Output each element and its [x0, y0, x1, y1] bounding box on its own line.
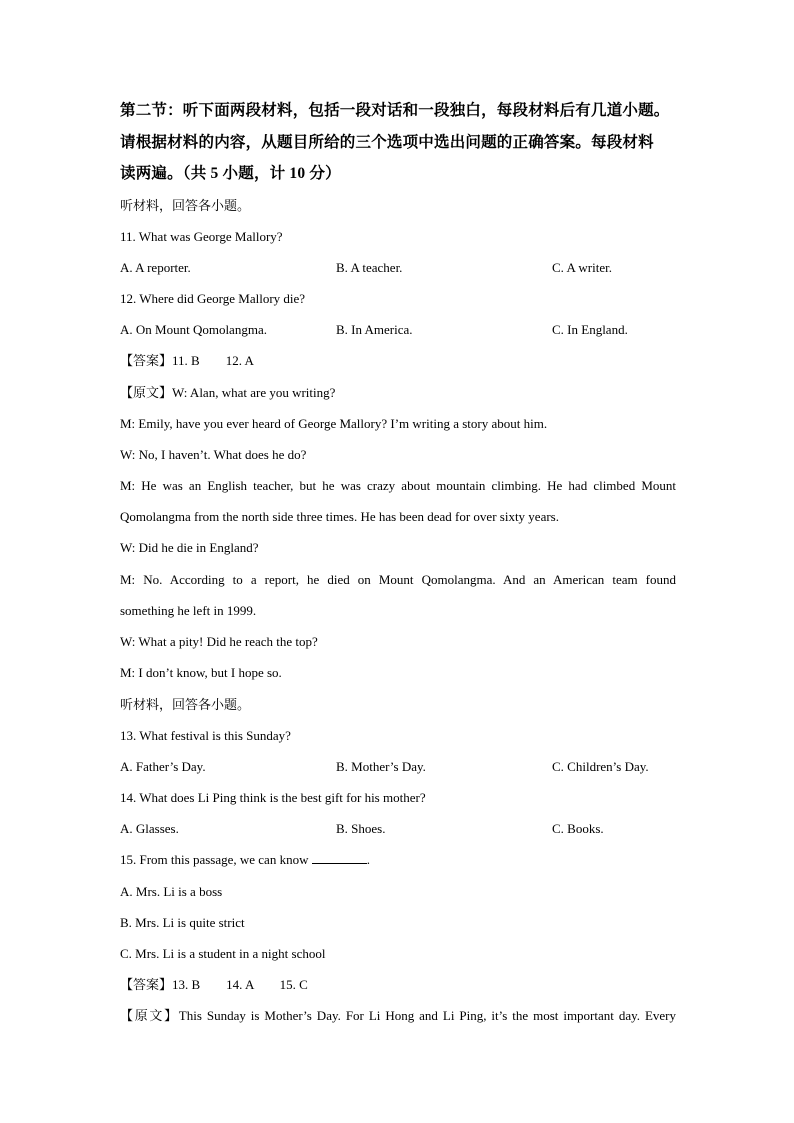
transcript-1-line: Qomolangma from the north side three times. He has been dead for over sixty years.	[120, 509, 559, 524]
question-11: 11. What was George Mallory?	[120, 229, 283, 244]
q13-option-a: A. Father’s Day.	[120, 759, 206, 774]
transcript-1-line: M: Emily, have you ever heard of George Mallory? I’m writing a story about him.	[120, 416, 548, 431]
section-header-line-1: 第二节：听下面两段材料，包括一段对话和一段独白，每段材料后有几道小题。	[120, 102, 670, 119]
q15-option-c: C. Mrs. Li is a student in a night school	[120, 946, 326, 961]
question-12: 12. Where did George Mallory die?	[120, 291, 306, 306]
answer-blank	[312, 851, 367, 864]
q11-option-b: B. A teacher.	[336, 260, 403, 275]
transcript-1-line: M: No. According to a report, he died on Mount Qomolangma. And an American team found	[120, 572, 676, 587]
question-15	[120, 851, 370, 869]
question-15-text: 15. From this passage, we can know	[120, 852, 309, 867]
q12-option-a: A. On Mount Qomolangma.	[120, 322, 267, 337]
material-2-intro: 听材料，回答各小题。	[120, 697, 251, 712]
section-header-line-3: 读两遍。（共 5 小题，计 10 分）	[120, 165, 341, 182]
answer-2: 【答案】13. B 14. A 15. C	[120, 977, 308, 992]
question-14: 14. What does Li Ping think is the best gift for his mother?	[120, 790, 426, 805]
section-header-line-2: 请根据材料的内容，从题目所给的三个选项中选出问题的正确答案。每段材料	[120, 134, 654, 151]
material-1-intro: 听材料，回答各小题。	[120, 198, 251, 213]
answer-1: 【答案】11. B 12. A	[120, 353, 254, 368]
transcript-1-line: W: What a pity! Did he reach the top?	[120, 634, 318, 649]
transcript-1-line: something he left in 1999.	[120, 603, 257, 618]
transcript-1-line: W: No, I haven’t. What does he do?	[120, 447, 307, 462]
transcript-2-line: 【原文】This Sunday is Mother’s Day. For Li Hong and Li Ping, it’s the most important day. Every	[120, 1008, 676, 1023]
q14-option-b: B. Shoes.	[336, 821, 386, 836]
q15-option-b: B. Mrs. Li is quite strict	[120, 915, 245, 930]
q13-option-c: C. Children’s Day.	[552, 759, 649, 774]
question-13: 13. What festival is this Sunday?	[120, 728, 291, 743]
transcript-1-line: M: He was an English teacher, but he was crazy about mountain climbing. He had climbed Mount	[120, 478, 676, 493]
q12-option-b: B. In America.	[336, 322, 413, 337]
transcript-1-line: W: Did he die in England?	[120, 540, 259, 555]
q14-option-a: A. Glasses.	[120, 821, 179, 836]
q14-option-c: C. Books.	[552, 821, 604, 836]
q12-option-c: C. In England.	[552, 322, 628, 337]
transcript-1-line: 【原文】W: Alan, what are you writing?	[120, 385, 336, 400]
q11-option-a: A. A reporter.	[120, 260, 191, 275]
transcript-1-line: M: I don’t know, but I hope so.	[120, 665, 282, 680]
q11-option-c: C. A writer.	[552, 260, 612, 275]
q15-option-a: A. Mrs. Li is a boss	[120, 884, 223, 899]
q13-option-b: B. Mother’s Day.	[336, 759, 426, 774]
question-15-end: .	[366, 852, 370, 867]
